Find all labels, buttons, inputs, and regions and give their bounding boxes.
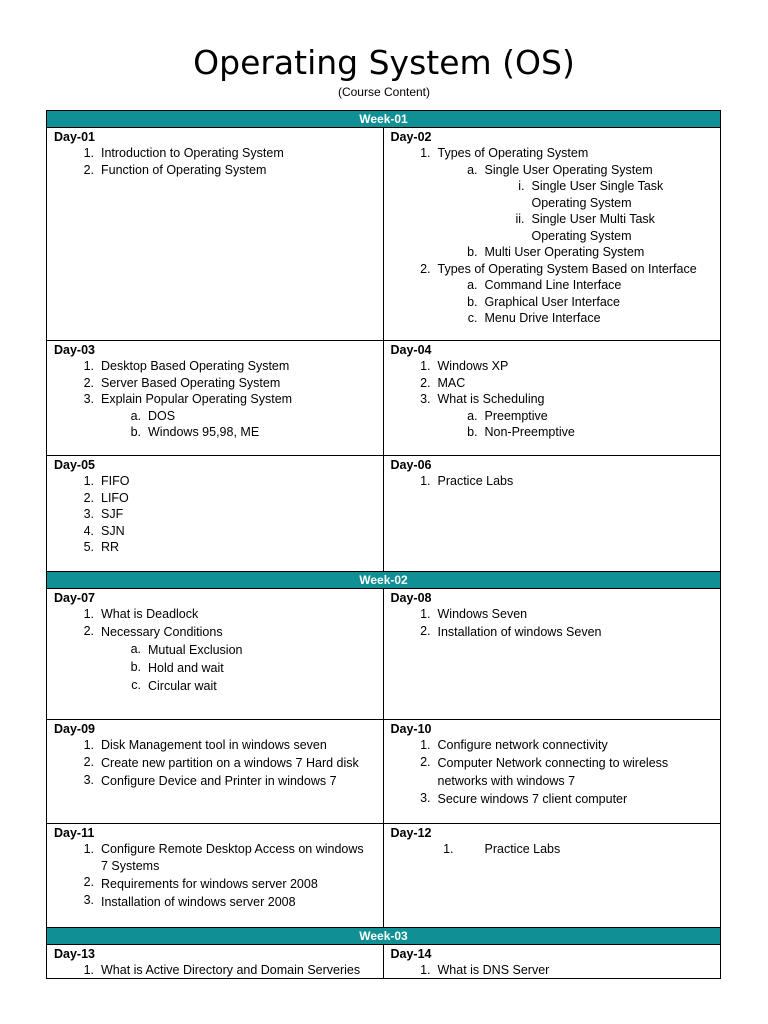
list-item: 1. What is Active Directory and Domain Serveries xyxy=(83,963,361,977)
list-item: c. Menu Drive Interface xyxy=(467,311,601,325)
list-item: a. Command Line Interface xyxy=(467,278,622,292)
list-item: 3. SJF xyxy=(83,507,124,521)
day-cell xyxy=(47,128,384,340)
list-item: 2. Function of Operating System xyxy=(83,162,267,177)
day-cell xyxy=(384,720,721,823)
day-cell xyxy=(47,456,384,571)
list-item: a. Mutual Exclusion xyxy=(130,641,243,657)
list-item: 1. FIFO xyxy=(83,474,130,488)
day-cell xyxy=(384,128,721,340)
week-header: Week-02 xyxy=(47,572,720,589)
list-item-continuation: 7 Systems xyxy=(101,858,160,873)
day-label: Day-12 xyxy=(390,826,432,840)
list-item: 2. Types of Operating System Based on Interface xyxy=(420,261,697,276)
course-table xyxy=(46,110,721,979)
list-item: 3. Installation of windows server 2008 xyxy=(83,893,296,909)
list-item: 3. Configure Device and Printer in windows 7 xyxy=(83,772,337,788)
day-label: Day-07 xyxy=(54,591,95,605)
day-row xyxy=(47,945,720,979)
day-label: Day-10 xyxy=(390,722,432,736)
day-label: Day-08 xyxy=(390,591,432,605)
day-label: Day-14 xyxy=(390,947,432,961)
day-label: Day-04 xyxy=(390,343,432,357)
day-label: Day-06 xyxy=(390,458,432,472)
day-label: Day-05 xyxy=(54,458,95,472)
list-item: b. Non-Preemptive xyxy=(467,425,575,439)
list-item: 1. Practice Labs xyxy=(443,842,561,856)
list-item: 1. What is Deadlock xyxy=(83,607,199,621)
list-item: 2. LIFO xyxy=(83,490,129,505)
list-item: 1. Configure Remote Desktop Access on windows xyxy=(83,842,364,856)
list-item: 1. Disk Management tool in windows seven xyxy=(83,738,327,752)
day-label: Day-03 xyxy=(54,343,95,357)
day-row xyxy=(47,589,720,720)
list-item: 1. Configure network connectivity xyxy=(420,738,608,752)
day-cell xyxy=(47,589,384,719)
list-item: 2. Server Based Operating System xyxy=(83,375,281,390)
list-item: 5. RR xyxy=(83,540,120,554)
list-item: a. DOS xyxy=(130,408,176,423)
list-item: 1. Windows Seven xyxy=(420,607,528,621)
list-item-continuation: Operating System xyxy=(531,195,632,210)
list-item: b. Multi User Operating System xyxy=(467,245,645,259)
list-item: 2. Necessary Conditions xyxy=(83,623,223,639)
list-item: 3. Explain Popular Operating System xyxy=(83,392,293,406)
day-cell xyxy=(384,341,721,455)
list-item: 1. Windows XP xyxy=(420,359,509,373)
page-title: Operating System (OS) xyxy=(193,43,575,82)
page-subtitle: (Course Content) xyxy=(337,85,431,99)
list-item: 2. Installation of windows Seven xyxy=(420,623,602,639)
list-item: 4. SJN xyxy=(83,523,125,538)
list-item: 3. Secure windows 7 client computer xyxy=(420,790,628,806)
day-cell xyxy=(384,456,721,571)
day-cell xyxy=(47,945,384,979)
list-item: c. Circular wait xyxy=(131,677,217,693)
list-item-continuation: Operating System xyxy=(531,228,632,243)
day-label: Day-13 xyxy=(54,947,95,961)
day-cell xyxy=(384,824,721,927)
list-item: 2. Computer Network connecting to wireless xyxy=(420,754,669,770)
day-cell xyxy=(47,341,384,455)
day-row xyxy=(47,341,720,456)
list-item: 2. Create new partition on a windows 7 Hard disk xyxy=(83,754,359,770)
list-item: b. Windows 95,98, ME xyxy=(130,425,260,439)
list-item: 1. Practice Labs xyxy=(420,474,514,488)
day-row xyxy=(47,824,720,928)
day-row xyxy=(47,128,720,341)
day-cell xyxy=(47,720,384,823)
list-item: 2. Requirements for windows server 2008 xyxy=(83,875,318,891)
day-row xyxy=(47,456,720,572)
day-label: Day-11 xyxy=(54,826,95,840)
week-header: Week-03 xyxy=(47,928,720,945)
day-cell xyxy=(384,589,721,719)
list-item: 1. Desktop Based Operating System xyxy=(83,359,290,373)
list-item: 2. MAC xyxy=(420,375,466,390)
list-item-continuation: networks with windows 7 xyxy=(437,774,576,788)
list-item: a. Single User Operating System xyxy=(467,162,653,177)
list-item: i. Single User Single Task xyxy=(518,179,664,193)
day-label: Day-09 xyxy=(54,722,95,736)
list-item: 1. Introduction to Operating System xyxy=(83,146,284,160)
list-item: b. Hold and wait xyxy=(130,659,224,675)
day-label: Day-02 xyxy=(390,130,432,144)
day-row xyxy=(47,720,720,824)
week-header: Week-01 xyxy=(47,111,720,128)
day-cell xyxy=(47,824,384,927)
list-item: ii. Single User Multi Task xyxy=(515,212,655,226)
day-cell xyxy=(384,945,721,979)
list-item: 1. What is DNS Server xyxy=(420,963,550,977)
list-item: a. Preemptive xyxy=(467,408,548,423)
list-item: b. Graphical User Interface xyxy=(467,294,620,309)
list-item: 3. What is Scheduling xyxy=(420,392,545,406)
day-label: Day-01 xyxy=(54,130,95,144)
list-item: 1. Types of Operating System xyxy=(420,146,589,160)
